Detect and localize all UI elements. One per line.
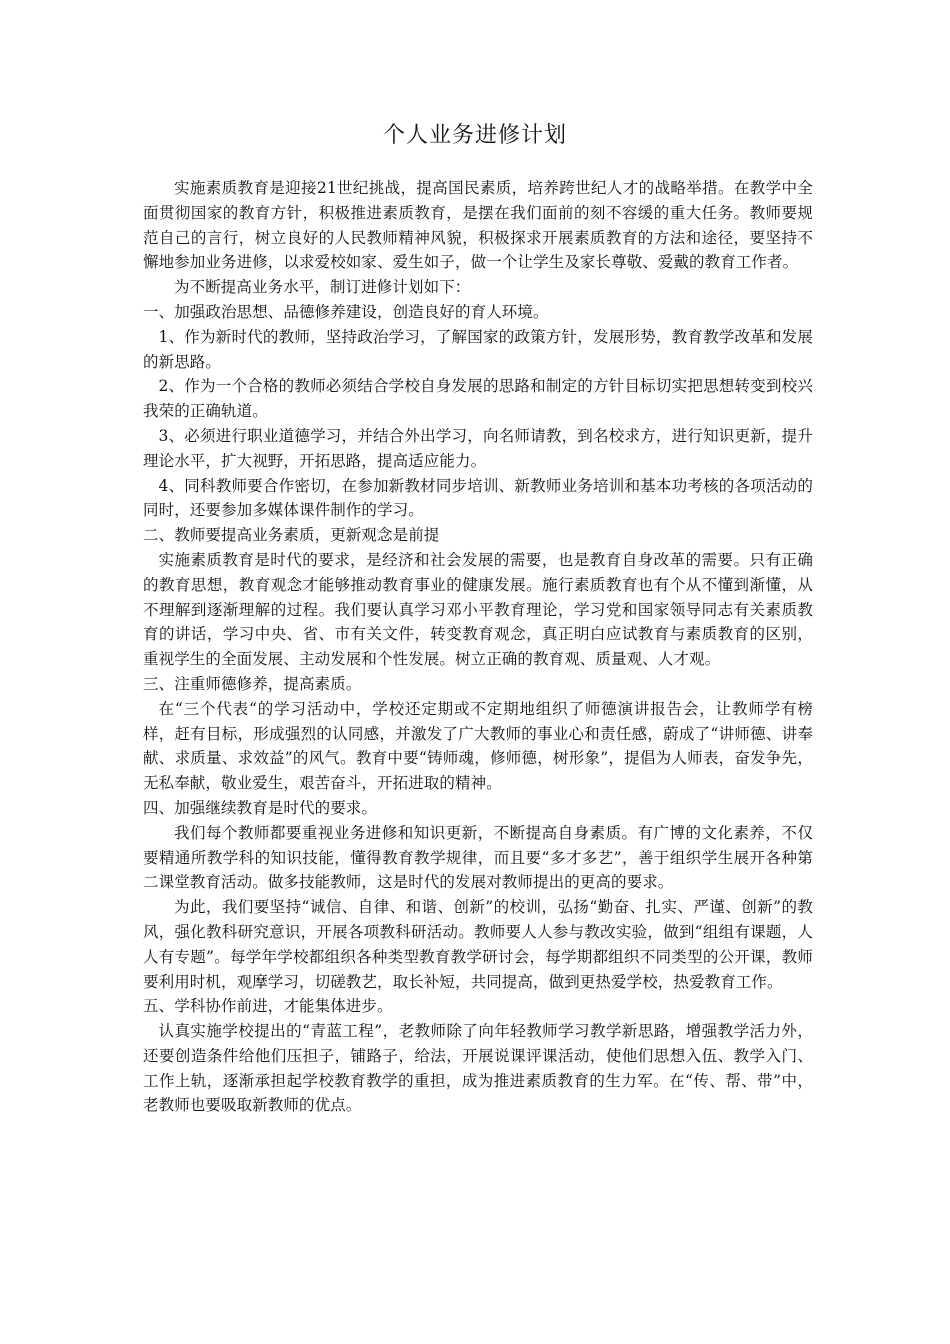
- section-heading-2: 二、教师要提高业务素质，更新观念是前提: [143, 526, 440, 545]
- list-item-3: 3、必须进行职业道德学习，并结合外出学习，向名师请教，到名校求方，进行知识更新，提升理论水平，扩大视野，开拓思路，提高适应能力。: [143, 426, 813, 470]
- document-title: 个人业务进修计划: [382, 123, 567, 148]
- section-heading-1: 一、加强政治思想、品德修养建设，创造良好的育人环境。: [143, 302, 549, 321]
- paragraph-section-3: 在“三个代表“的学习活动中，学校还定期或不定期地组织了师德演讲报告会，让教师学有榜样，赶有目标，形成强烈的认同感，并激发了广大教师的事业心和责任感，蔚成了“讲师德、讲奉献、求质量、求效益”的风气。教育中要“铸师魂，修师德，树形象”，提倡为人师表，奋发争先，无私奉献，敬业爱生，艰苦奋斗，开拓进取的精神。: [143, 699, 813, 793]
- list-item-4: 4、同科教师要合作密切，在参加新教材同步培训、新教师业务培训和基本功考核的各项活动的同时，还要参加多媒体课件制作的学习。: [143, 476, 813, 520]
- section-heading-5: 五、学科协作前进，才能集体进步。: [143, 997, 393, 1016]
- section-heading-4: 四、加强继续教育是时代的要求。: [143, 798, 378, 817]
- paragraph-intro: 实施素质教育是迎接21世纪挑战，提高国民素质，培养跨世纪人才的战略举措。在教学中全面贯彻国家的教育方针，积极推进素质教育，是摆在我们面前的刻不容缓的重大任务。教师要规范自己的言行，树立良好的人民教师精神风貌，积极探求开展素质教育的方法和途径，要坚持不懈地参加业务进修，以求爱校如家、爱生如子，做一个让学生及家长尊敬、爱戴的教育工作者。: [143, 179, 813, 272]
- section-heading-3: 三、注重师德修养，提高素质。: [143, 674, 362, 693]
- document-body: [143, 176, 813, 1118]
- list-item-2: 2、作为一个合格的教师必须结合学校自身发展的思路和制定的方针目标切实把思想转变到校兴我荣的正确轨道。: [143, 377, 813, 421]
- paragraph-section-4b: 为此，我们要坚持“诚信、自律、和谐、创新”的校训，弘扬“勤奋、扎实、严谨、创新”的教风，强化教科研究意识，开展各项教科研活动。教师要人人参与教改实验，做到“组组有课题，人人有专题”。每学年学校都组织各种类型教育教学研讨会，每学期都组织不同类型的公开课，教师要利用时机，观摩学习，切磋教艺，取长补短，共同提高，做到更热爱学校，热爱教育工作。: [143, 898, 813, 991]
- paragraph-section-4a: 我们每个教师都要重视业务进修和知识更新，不断提高自身素质。有广博的文化素养，不仅要精通所教学科的知识技能，懂得教育教学规律，而且要“多才多艺”，善于组织学生展开各种第二课堂教育活动。做多技能教师，这是时代的发展对教师提出的更高的要求。: [143, 823, 813, 892]
- list-item-1: 1、作为新时代的教师，坚持政治学习，了解国家的政策方针，发展形势，教育教学改革和发展的新思路。: [143, 327, 813, 371]
- paragraph-plan-lead: 为不断提高业务水平，制订进修计划如下：: [174, 278, 471, 297]
- paragraph-section-2: 实施素质教育是时代的要求，是经济和社会发展的需要，也是教育自身改革的需要。只有正确的教育思想，教育观念才能够推动教育事业的健康发展。施行素质教育也有个从不懂到渐懂，从不理解到逐渐理解的过程。我们要认真学习邓小平教育理论，学习党和国家领导同志有关素质教育的讲话，学习中央、省、市有关文件，转变教育观念，真正明白应试教育与素质教育的区别，重视学生的全面发展、主动发展和个性发展。树立正确的教育观、质量观、人才观。: [143, 550, 813, 669]
- paragraph-section-5: 认真实施学校提出的“青蓝工程”，老教师除了向年轻教师学习教学新思路，增强教学活力外，还要创造条件给他们压担子，铺路子，给法，开展说课评课活动，使他们思想入伍、教学入门、工作上轨，逐渐承担起学校教育教学的重担，成为推进素质教育的生力军。在“传、帮、带”中，老教师也要吸取新教师的优点。: [143, 1022, 813, 1115]
